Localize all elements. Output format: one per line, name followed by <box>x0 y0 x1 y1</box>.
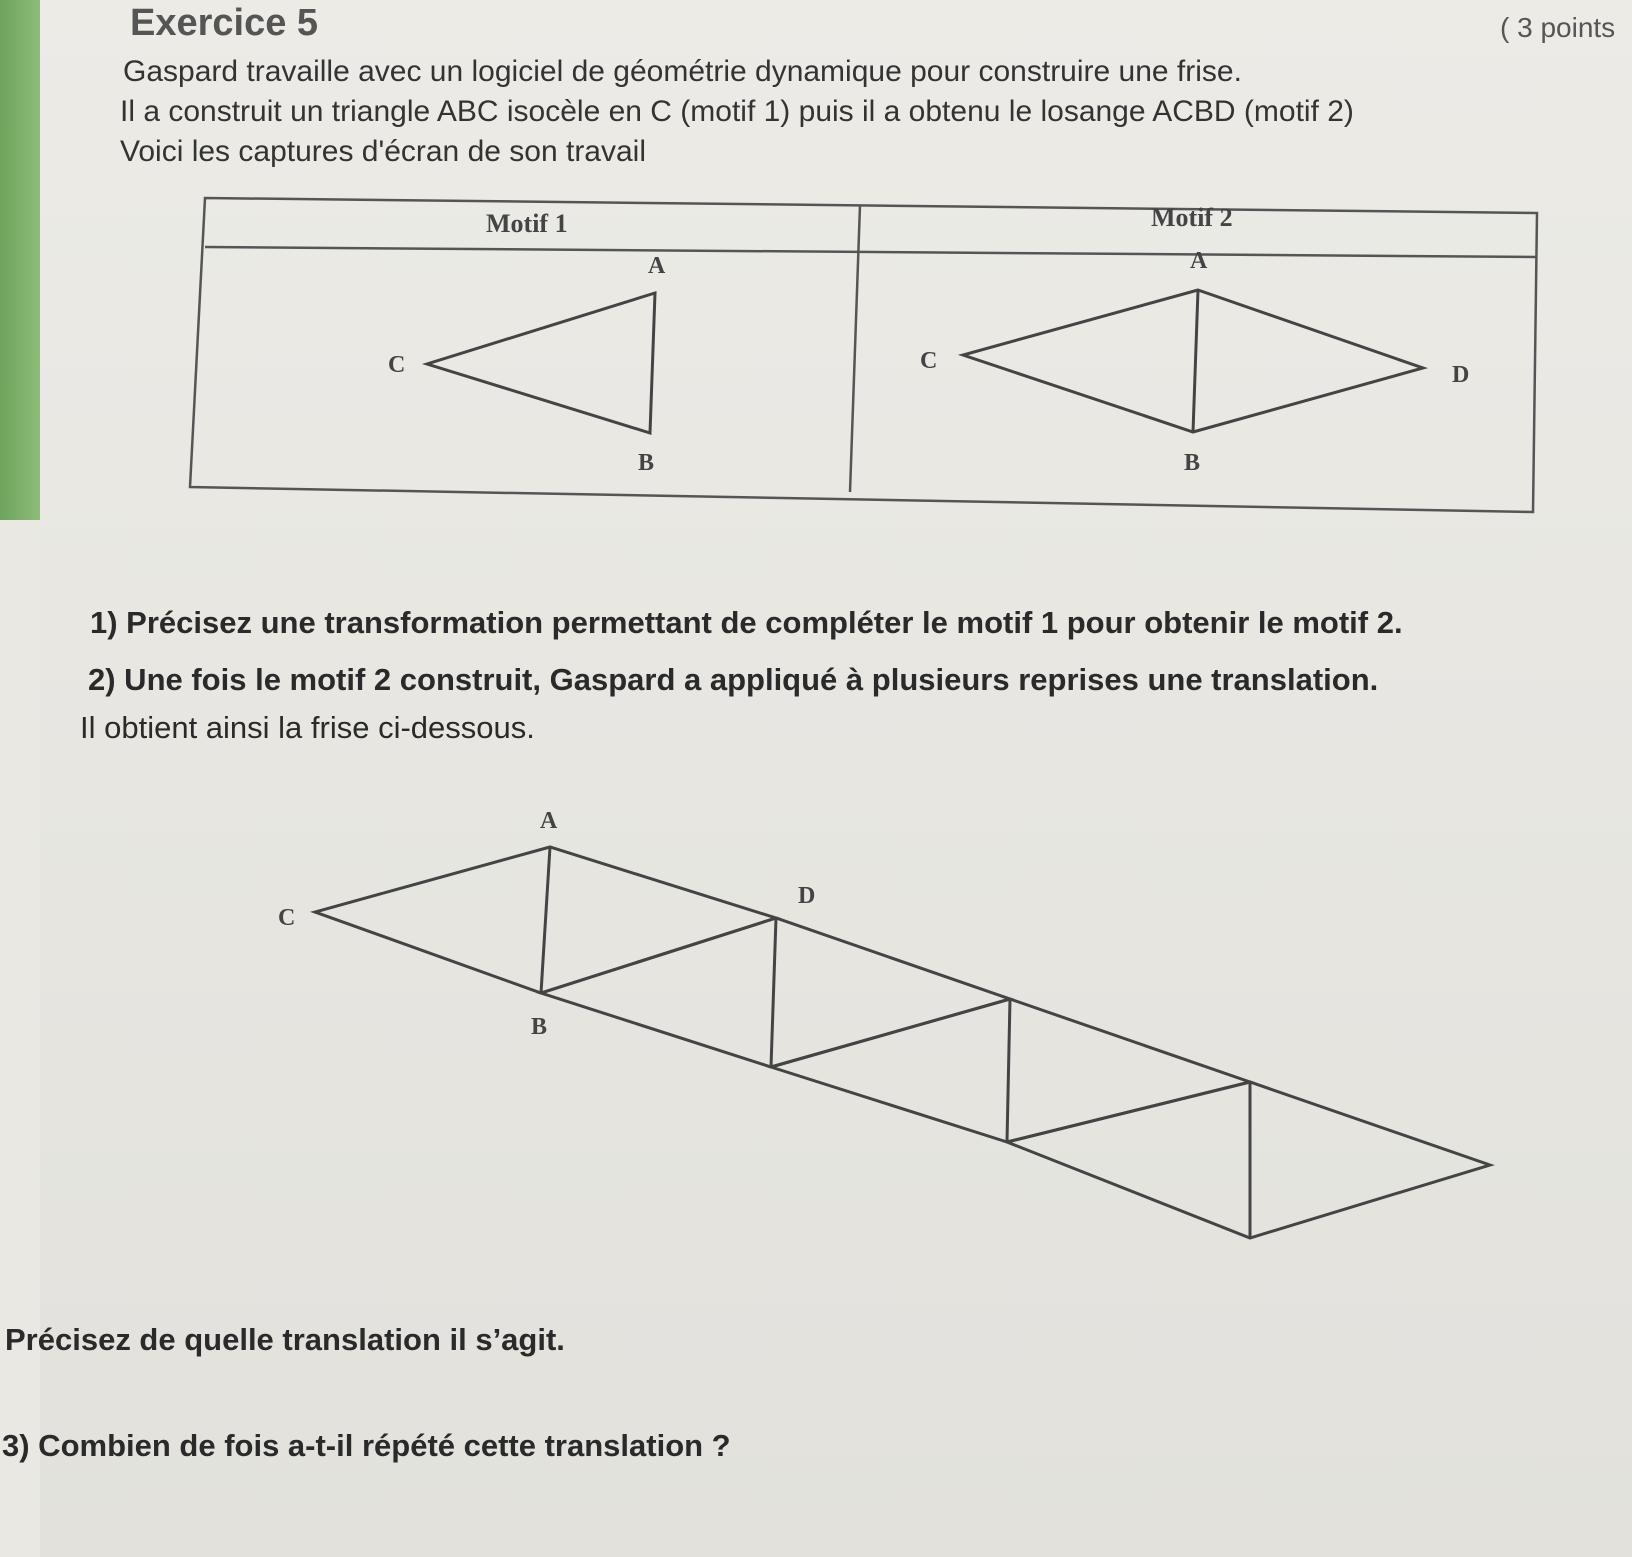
motif1-label-c: C <box>388 352 406 378</box>
motif-table <box>0 0 1632 560</box>
question-2: 2) Une fois le motif 2 construit, Gaspard a appliqué à plusieurs reprises une translation. <box>88 662 1379 697</box>
motif2-label-b: B <box>1184 450 1201 476</box>
frieze-figure <box>0 780 1632 1260</box>
frieze-label-c: C <box>278 905 296 931</box>
motif2-label-d: D <box>1452 362 1470 388</box>
motif2-label-c: C <box>920 348 938 374</box>
motif2-label-a: A <box>1190 248 1208 274</box>
question-1: 1) Précisez une transformation permettant de compléter le motif 1 pour obtenir le motif 2. <box>90 605 1403 640</box>
question-2-ask: Précisez de quelle translation il s’agit. <box>5 1322 565 1357</box>
intro-line-1: Gaspard travaille avec un logiciel de géométrie dynamique pour construire une frise. <box>123 55 1242 88</box>
motif1-label-a: A <box>648 253 666 279</box>
motif2-rhombus <box>963 290 1423 432</box>
question-3: 3) Combien de fois a-t-il répété cette translation ? <box>2 1428 731 1463</box>
points-label: ( 3 points <box>1500 12 1616 43</box>
motif1-label-b: B <box>638 450 655 476</box>
intro-line-2: Il a construit un triangle ABC isocèle en C (motif 1) puis il a obtenu le losange ACBD (motif 2) <box>120 95 1354 128</box>
motif1-header: Motif 1 <box>486 209 568 238</box>
intro-line-3: Voici les captures d'écran de son travail <box>120 135 647 168</box>
exercise-title: Exercice 5 <box>130 2 319 44</box>
frieze-label-b: B <box>531 1014 548 1040</box>
frieze-label-d: D <box>798 883 816 909</box>
motif2-header: Motif 2 <box>1151 203 1233 232</box>
frieze-label-a: A <box>540 808 558 834</box>
motif1-triangle <box>427 293 655 433</box>
question-2-continuation: Il obtient ainsi la frise ci-dessous. <box>80 710 535 745</box>
